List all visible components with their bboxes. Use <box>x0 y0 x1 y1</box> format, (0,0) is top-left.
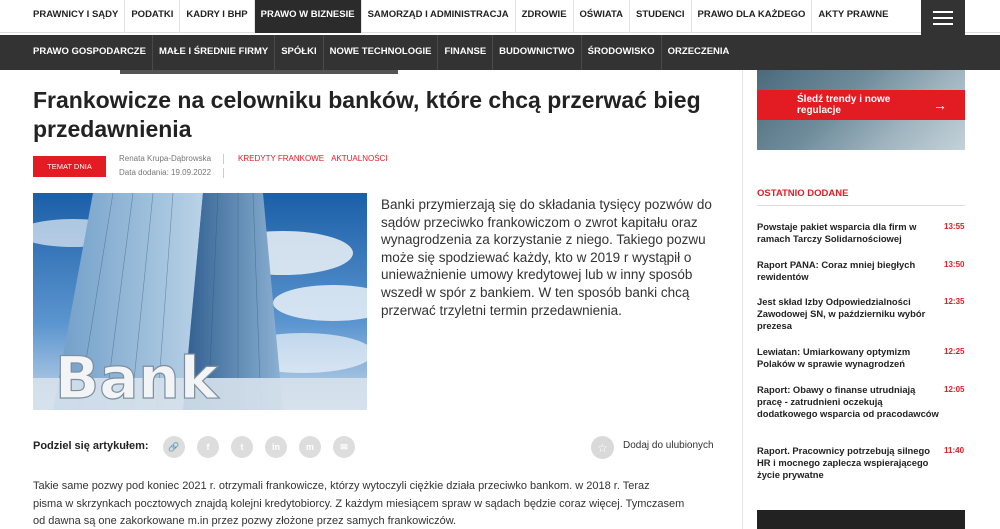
meta-divider <box>223 154 224 164</box>
news-time: 13:50 <box>944 260 965 269</box>
sub-nav-prawo-gospodarcze[interactable]: PRAWO GOSPODARCZE <box>33 46 146 57</box>
sub-nav-male-srednie-firmy[interactable]: MAŁE I ŚREDNIE FIRMY <box>152 35 274 70</box>
topic-badge[interactable]: TEMAT DNIA <box>33 156 106 177</box>
add-to-favorites-link[interactable]: Dodaj do ulubionych <box>623 440 714 451</box>
facebook-icon[interactable]: f <box>197 436 219 458</box>
email-icon[interactable]: ✉ <box>333 436 355 458</box>
follow-trends-label: Śledź trendy i nowe regulacje <box>797 94 891 116</box>
news-time: 12:35 <box>944 297 965 306</box>
body-line: pisma w skrzynkach pocztowych znajdą kolejni kredytobiorcy. Z każdym miesiącem spraw w sądach będzie coraz więcej. Tymczasem <box>33 497 685 510</box>
sub-nav-srodowisko[interactable]: ŚRODOWISKO <box>581 35 661 70</box>
sub-nav-budownictwo[interactable]: BUDOWNICTWO <box>492 35 580 70</box>
news-title[interactable]: Raport. Pracownicy potrzebują silnego HR i mocnego zaplecza wspierającego życie prywatne <box>757 445 930 480</box>
article-author[interactable]: Renata Krupa-Dąbrowska <box>119 154 212 163</box>
sub-nav-items <box>27 35 735 70</box>
body-line: Takie same pozwy pod koniec 2021 r. otrzymali frankowicze, którzy wytoczyli ciężkie działa przeciwko bankom. w 2018 r. Teraz <box>33 480 650 492</box>
messenger-icon[interactable]: m <box>299 436 321 458</box>
article-date: Data dodania: 19.09.2022 <box>119 168 212 177</box>
article-title: Frankowicze na celowniku banków, które chcą przerwać bieg przedawnienia <box>33 87 701 142</box>
link-icon[interactable]: 🔗 <box>163 436 185 458</box>
follow-trends-button[interactable] <box>757 90 965 120</box>
sub-nav-finanse[interactable]: FINANSE <box>437 35 492 70</box>
top-nav-items <box>27 0 894 33</box>
top-navigation <box>0 0 1000 33</box>
top-nav-oswiata[interactable]: OŚWIATA <box>573 0 629 33</box>
meta-divider <box>223 168 224 178</box>
news-time: 12:25 <box>944 347 965 356</box>
top-nav-prawo-dla-kazdego[interactable]: PRAWO DLA KAŻDEGO <box>691 0 812 33</box>
body-line: od dawna są one zakorkowane m.in przez pozwy złożone przez samych frankowiczów. <box>33 515 457 527</box>
top-nav-prawo-w-biznesie[interactable]: PRAWO W BIZNESIE <box>254 0 361 33</box>
tag-aktualnosci[interactable]: AKTUALNOŚCI <box>331 154 388 163</box>
top-nav-podatki[interactable]: PODATKI <box>124 0 179 33</box>
news-time: 12:05 <box>944 385 965 394</box>
bank-sign-text: Bank <box>55 344 219 410</box>
share-icons <box>163 436 355 458</box>
share-label: Podziel się artykułem: <box>33 440 149 452</box>
sub-nav-nowe-technologie[interactable]: NOWE TECHNOLOGIE <box>323 35 438 70</box>
bank-building-illustration <box>33 193 367 410</box>
twitter-icon[interactable]: t <box>231 436 253 458</box>
sidebar-banner[interactable] <box>757 510 965 529</box>
article-lead: Banki przymierzają się do składania tysięcy pozwów do sądów przeciwko frankowiczom o zwrot kapitału oraz wynagrodzenia za korzystanie z niego. Takiego pozwu może się spodziewać każdy, kto w 2019 r wystąpił o unieważnienie umowy kredytowej lub w inny sposób wszedł w spór z bankiem. W ten sposób banki chcą przerwać trzyletni termin przedawnienia. <box>381 197 712 318</box>
top-nav-kadry[interactable]: KADRY I BHP <box>179 0 253 33</box>
ad-strip <box>120 70 398 74</box>
top-nav-akty-prawne[interactable]: AKTY PRAWNE <box>811 0 894 33</box>
news-title[interactable]: Raport PANA: Coraz mniej biegłych rewidentów <box>757 259 916 282</box>
news-time: 11:40 <box>944 446 965 455</box>
news-title[interactable]: Jest skład Izby Odpowiedzialności Zawodowej SN, w październiku wybór prezesa <box>757 296 926 331</box>
top-nav-samorzad[interactable]: SAMORZĄD I ADMINISTRACJA <box>361 0 515 33</box>
news-time: 13:55 <box>944 222 965 231</box>
column-divider <box>742 70 743 529</box>
latest-heading: OSTATNIO DODANE <box>757 188 849 199</box>
news-title[interactable]: Raport: Obawy o finanse utrudniają pracę - zatrudnieni oczekują dodatkowego wsparcia od pracodawców <box>757 384 939 419</box>
article-image <box>33 193 367 410</box>
menu-icon[interactable] <box>921 0 965 35</box>
top-nav-studenci[interactable]: STUDENCI <box>629 0 691 33</box>
news-title[interactable]: Lewiatan: Umiarkowany optymizm Polaków w sprawie wynagrodzeń <box>757 346 911 369</box>
latest-divider <box>757 205 965 206</box>
article-body <box>33 478 733 529</box>
article-tags <box>238 154 388 163</box>
news-title[interactable]: Powstaje pakiet wsparcia dla firm w ramach Tarczy Solidarnościowej <box>757 221 917 244</box>
sub-navigation <box>0 35 1000 70</box>
promo-banner[interactable] <box>757 70 965 150</box>
top-nav-prawnicy[interactable]: PRAWNICY I SĄDY <box>33 9 119 20</box>
linkedin-icon[interactable]: in <box>265 436 287 458</box>
top-nav-zdrowie[interactable]: ZDROWIE <box>515 0 573 33</box>
sub-nav-spolki[interactable]: SPÓŁKI <box>274 35 322 70</box>
star-icon[interactable]: ☆ <box>591 436 614 459</box>
arrow-right-icon: → <box>933 97 947 113</box>
sub-nav-orzeczenia[interactable]: ORZECZENIA <box>661 35 736 70</box>
tag-kredyty-frankowe[interactable]: KREDYTY FRANKOWE <box>238 154 325 163</box>
